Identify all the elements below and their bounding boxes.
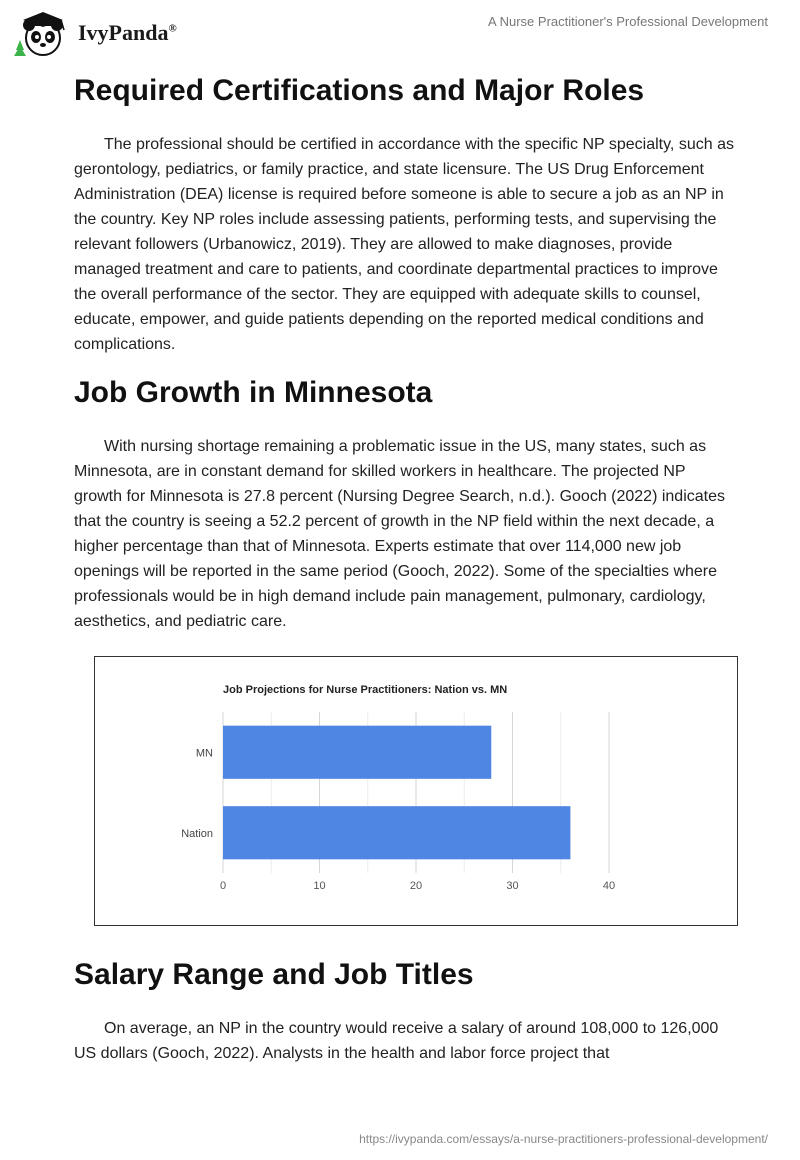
footer-url[interactable]: https://ivypanda.com/essays/a-nurse-practitioners-professional-development/ — [359, 1132, 768, 1146]
page-header — [0, 0, 800, 70]
heading-certifications: Required Certifications and Major Roles — [74, 74, 645, 107]
heading-salary: Salary Range and Job Titles — [74, 958, 474, 991]
panda-logo-icon[interactable] — [12, 10, 74, 60]
job-projections-chart — [95, 657, 737, 925]
category-label: Nation — [181, 827, 213, 840]
chart-title: Job Projections for Nurse Practitioners: Nation vs. MN — [223, 684, 508, 696]
paragraph-salary: On average, an NP in the country would receive a salary of around 108,000 to 126,000 US dollars (Gooch, 2022). Analysts in the health and labor force project that — [74, 1020, 719, 1062]
paragraph-job-growth: With nursing shortage remaining a problematic issue in the US, many states, such as Minnesota, are in constant demand for skilled workers in healthcare. The projected NP growth for Minnesota is 27.8 percent (Nursing Degree Search, n.d.). Gooch (2022) indicates that the country is seeing a 52.2 percent of growth in the NP field within the next decade, a higher percentage than that of Minnesota. Experts estimate that over 114,000 new job openings will be reported in the same period (Gooch, 2022). Some of the specialties where professionals would be in high demand include pain management, pulmonary, cardiology, aesthetics, and pediatric care. — [74, 438, 725, 630]
x-tick-label: 10 — [313, 880, 326, 892]
bar-mn — [223, 726, 491, 779]
x-tick-label: 30 — [506, 880, 519, 892]
heading-job-growth: Job Growth in Minnesota — [74, 376, 433, 409]
bar-nation — [223, 806, 570, 859]
brand-name[interactable]: IvyPanda® — [78, 20, 177, 45]
paragraph-certifications: The professional should be certified in accordance with the specific NP specialty, such as gerontology, pediatrics, or family practice, and state licensure. The US Drug Enforcement Administration (DEA) license is required before someone is able to secure a job as an NP in the country. Key NP roles include assessing patients, performing tests, and supervising the relevant followers (Urbanowicz, 2019). They are allowed to make diagnoses, provide managed treatment and care to patients, and coordinate departmental practices to improve the overall performance of the sector. They are equipped with adequate skills to counsel, educate, empower, and guide patients depending on the reported medical conditions and complications. — [74, 136, 734, 353]
document-title: A Nurse Practitioner's Professional Development — [488, 14, 768, 29]
x-tick-label: 40 — [602, 880, 616, 892]
chart-container — [94, 656, 738, 926]
category-label: MN — [195, 747, 213, 760]
x-tick-label: 20 — [409, 880, 423, 892]
x-tick-label: 0 — [219, 880, 227, 892]
